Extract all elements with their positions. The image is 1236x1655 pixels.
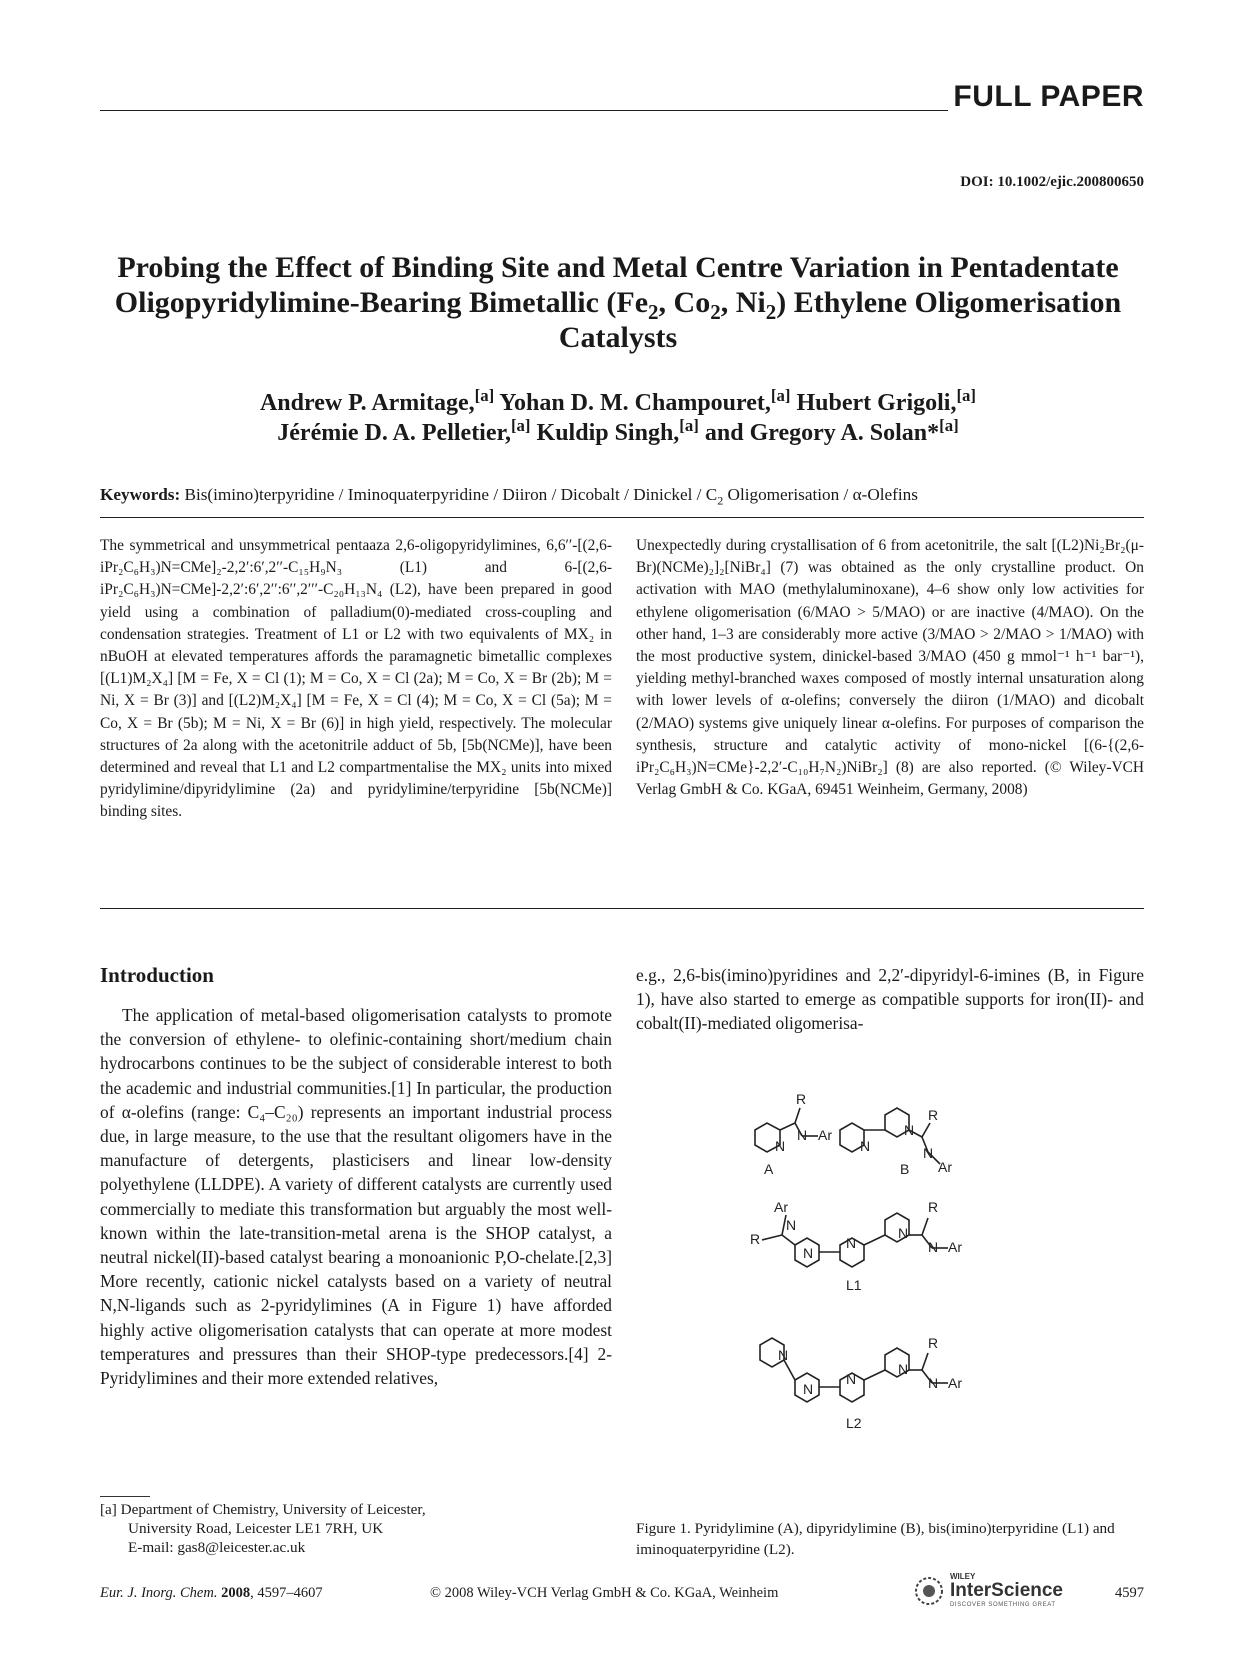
affiliation-mark: [a] [679, 416, 699, 435]
journal-pages: , 4597–4607 [250, 1585, 323, 1601]
atom-n: N [775, 1138, 786, 1154]
keywords-rule [100, 517, 1144, 518]
affiliation-mark: [a] [474, 386, 495, 405]
page-number: 4597 [1115, 1585, 1144, 1601]
author: Andrew P. Armitage, [259, 390, 475, 416]
atom-n: N [803, 1245, 814, 1261]
affiliation-footnote [100, 1500, 426, 1557]
label-l1: L1 [846, 1277, 862, 1293]
journal-name: Eur. J. Inorg. Chem. [100, 1585, 218, 1601]
atom-n: N [898, 1361, 909, 1377]
title-text: , Co [658, 286, 711, 319]
journal-year: 2008 [221, 1585, 251, 1601]
title-text: ) Ethylene Oligomerisation [776, 286, 1122, 319]
atom-r: R [796, 1091, 807, 1107]
affiliation-mark: [a] [510, 416, 531, 435]
atom-n: N [860, 1138, 871, 1154]
doi[interactable]: DOI: 10.1002/ejic.200800650 [960, 174, 1144, 190]
abstract-left: The symmetrical and unsymmetrical pentaaza 2,6-oligopyridylimines, 6,6′′-[(2,6-iPr₂C₆H₃)N=CMe]₂-2,2′:6′,2′′-C₁₅H₉N₃ (L1) and 6-[(2,6-iPr₂C₆H₃)N=CMe]-2,2′:6′,2′′:6′′,2′′′-C₂₀H₁₃N₄ (L2), have been prepared in good yield using a combination of palladium(0)-mediated cross-coupling and condensation strategies. Treatment of L1 or L2 with two equivalents of MX₂ in nBuOH at elevated temperatures affords the paramagnetic bimetallic complexes [(L1)M₂X₄] [M = Fe, X = Cl (1); M = Co, X = Cl (2a); M = Co, X = Br (2b); M = Ni, X = Br (3)] and [(L2)M₂X₄] [M = Fe, X = Cl (4); M = Co, X = Cl (5a); M = Co, X = Br (5b); M = Ni, X = Br (6)] in high yield, respectively. The molecular structures of 2a along with the acetonitrile adduct of 5b, [5b(NCMe)], have been determined and reveal that L1 and L2 compartmentalise the MX₂ units into mixed pyridylimine/dipyridylimine (2a) and pyridylimine/terpyridine [5b(NCMe)] binding sites. [100, 537, 612, 821]
atom-ar: Ar [774, 1199, 788, 1215]
header-rule [100, 110, 948, 111]
atom-r: R [928, 1199, 939, 1215]
atom-n: N [923, 1145, 934, 1161]
atom-n: N [797, 1127, 808, 1143]
introduction-heading: Introduction [100, 963, 214, 987]
author-line-2 [100, 418, 1136, 448]
atom-n: N [803, 1381, 814, 1397]
label-b: B [900, 1161, 910, 1177]
figure-1-structures [740, 1090, 1160, 1510]
atom-n: N [898, 1225, 909, 1241]
keywords-text: Bis(imino)terpyridine / Iminoquaterpyridine / Diiron / Dicobalt / Dinickel / C [180, 485, 718, 504]
title-sub: 2 [648, 300, 659, 324]
atom-n: N [928, 1375, 939, 1391]
label-a: A [764, 1161, 774, 1177]
atom-n: N [904, 1122, 915, 1138]
author: Jérémie D. A. Pelletier, [277, 420, 511, 446]
title-text: , Ni [720, 286, 766, 319]
author: Kuldip Singh, [530, 420, 680, 446]
atom-ar: Ar [948, 1375, 962, 1391]
globe-icon [912, 1574, 946, 1608]
atom-r: R [928, 1107, 939, 1123]
logo-small: WILEY [950, 1572, 976, 1581]
affiliation-mark: [a] [939, 416, 959, 435]
atom-n: N [846, 1371, 857, 1387]
logo-tag: DISCOVER SOMETHING GREAT [950, 1602, 1056, 1608]
author: Hubert Grigoli, [790, 390, 957, 416]
title-line-1: Probing the Effect of Binding Site and Metal Centre Variation in Pentadentate [117, 251, 1119, 284]
copyright: © 2008 Wiley-VCH Verlag GmbH & Co. KGaA, Weinheim [430, 1585, 779, 1601]
title-text: Oligopyridylimine-Bearing Bimetallic (Fe [114, 286, 649, 319]
label-l2: L2 [846, 1415, 862, 1431]
title-line-3: Catalysts [558, 321, 678, 354]
introduction-paragraph: The application of metal-based oligomerisation catalysts to promote the conversion of ethylene- to olefinic-containing short/medium chain hydrocarbons continues to be the subject of considerable interest to both the academic and industrial communities.[1] In particular, the production of α-olefins (range: C₄–C₂₀) represents an important industrial process due, in large measure, to the use that the resultant oligomers have in the manufacture of detergents, plasticisers and linear low-density polyethylene (LLDPE). A variety of different catalysts are currently used commercially to mediate this transformation but arguably the most well-known within the late-transition-metal arena is the SHOP catalyst, a neutral nickel(II)-based catalyst bearing a monoanionic P,O-chelate.[2,3] More recently, cationic nickel catalysts based on a variety of neutral N,N-ligands such as 2-pyridylimines (A in Figure 1) have afforded highly active oligomerisation catalysts that can operate at more modest temperatures and pressures than their SHOP-type predecessors.[4] 2-Pyridylimines and their more extended relatives, [100, 1005, 612, 1389]
footnote-marker: [a] [100, 1501, 117, 1518]
title-sub: 2 [765, 300, 777, 324]
keywords-label: Keywords: [100, 485, 181, 504]
logo-main: InterScience [950, 1580, 1063, 1601]
keywords-sub: 2 [717, 493, 724, 508]
atom-ar: Ar [948, 1239, 962, 1255]
atom-n: N [786, 1217, 797, 1233]
atom-ar: Ar [818, 1127, 832, 1143]
footnote-rule [100, 1496, 150, 1497]
author: and Gregory A. Solan* [698, 420, 940, 446]
footnote-line: Department of Chemistry, University of Leicester, [120, 1501, 426, 1518]
keywords-text: Oligomerisation / α-Olefins [723, 485, 918, 504]
affiliation-mark: [a] [956, 386, 977, 405]
journal-citation [100, 1585, 323, 1602]
footnote-line: University Road, Leicester LE1 7RH, UK [128, 1520, 384, 1537]
figure-caption: Figure 1. Pyridylimine (A), dipyridylimine (B), bis(imino)terpyridine (L1) and iminoquaterpyridine (L2). [636, 1520, 1115, 1558]
footnote-email[interactable]: E-mail: gas8@leicester.ac.uk [128, 1539, 306, 1556]
author-line-1 [100, 388, 1136, 418]
author: Yohan D. M. Champouret, [494, 390, 771, 416]
section-label: FULL PAPER [953, 80, 1144, 113]
abstract-rule [100, 908, 1144, 909]
paper-title [100, 250, 1136, 355]
atom-r: R [750, 1231, 761, 1247]
atom-r: R [928, 1335, 939, 1351]
atom-ar: Ar [938, 1159, 952, 1175]
atom-n: N [846, 1235, 857, 1251]
atom-n: N [928, 1239, 939, 1255]
introduction-continuation: e.g., 2,6-bis(imino)pyridines and 2,2′-dipyridyl-6-imines (B, in Figure 1), have also started to emerge as compatible supports for iron(II)- and cobalt(II)-mediated oligomerisa- [636, 965, 1144, 1034]
atom-n: N [778, 1347, 789, 1363]
title-sub: 2 [710, 300, 721, 324]
affiliation-mark: [a] [770, 386, 791, 405]
title-line-2 [100, 285, 1136, 324]
keywords [100, 485, 918, 508]
author-list [100, 388, 1136, 448]
abstract-right: Unexpectedly during crystallisation of 6 from acetonitrile, the salt [(L2)Ni₂Br₂(μ-Br)(NCMe)₂]₂[NiBr₄] (7) was obtained as the only crystalline product. On activation with MAO (methylaluminoxane), 4–6 show only low activities for ethylene oligomerisation (6/MAO > 5/MAO) or are inactive (4/MAO). On the other hand, 1–3 are considerably more active (3/MAO > 2/MAO > 1/MAO) with the most productive system, dinickel-based 3/MAO (450 g mmol⁻¹ h⁻¹ bar⁻¹), yielding methyl-branched waxes composed of mostly internal unsaturation along with lower levels of α-olefins; conversely the diiron (1/MAO) and dicobalt (2/MAO) systems give uniquely linear α-olefins. For purposes of comparison the synthesis, structure and catalytic activity of mono-nickel [(6-{(2,6-iPr₂C₆H₃)N=CMe}-2,2′-C₁₀H₇N₂)NiBr₂] (8) are also reported. (© Wiley-VCH Verlag GmbH & Co. KGaA, 69451 Weinheim, Germany, 2008) [636, 537, 1144, 799]
